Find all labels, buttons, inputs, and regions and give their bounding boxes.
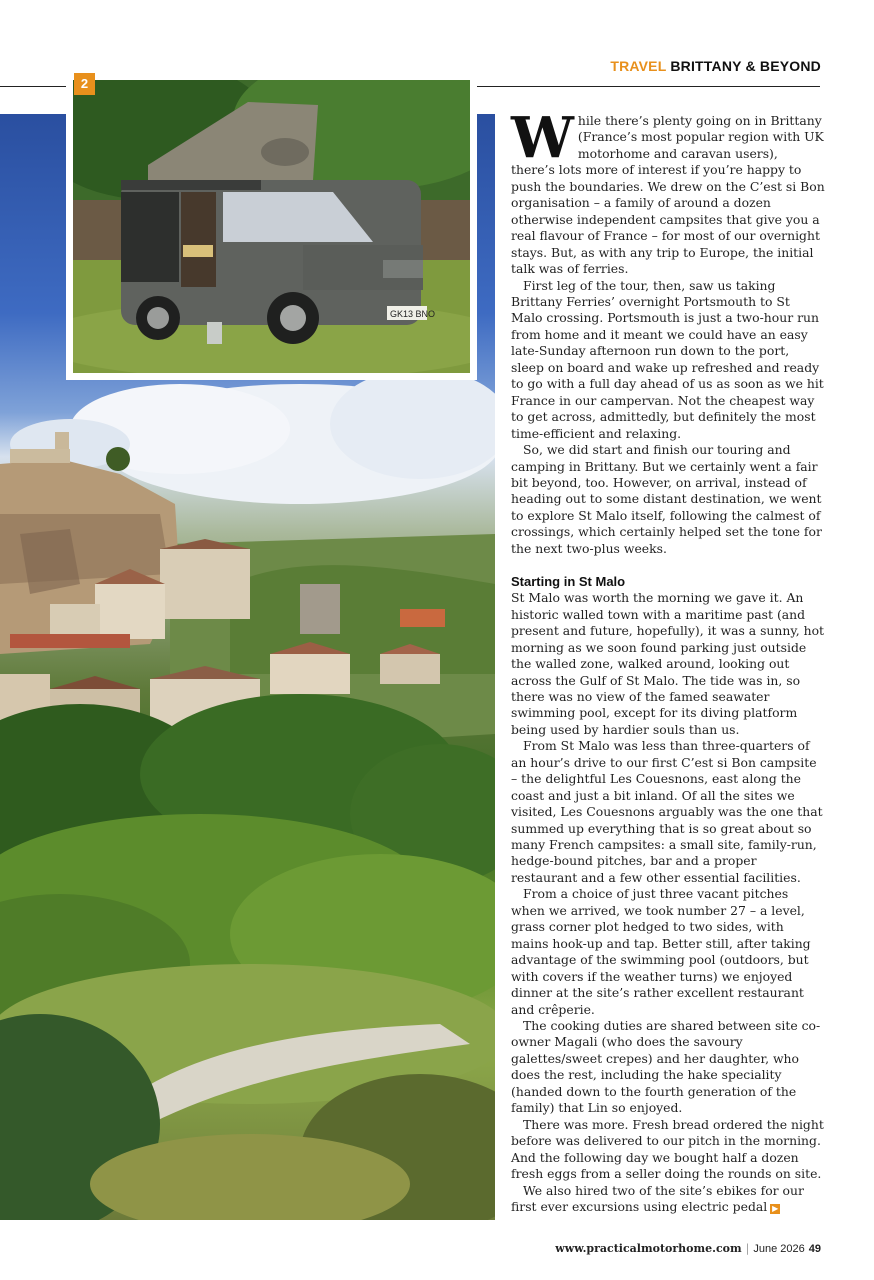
paragraph-text: We also hired two of the site’s ebikes for our first ever excursions using electric pedal	[511, 1182, 804, 1214]
campervan-illustration	[73, 80, 470, 373]
article-paragraph: From a choice of just three vacant pitches when we arrived, we took number 27 – a level, grass corner plot hedged to two sides, with mains hook-up and tap. Better still, after taking advantage of the swimming pool (outdoors, but with covers if the weather turns) we enjoyed dinner at the site’s rather excellent restaurant and crêperie.	[511, 886, 811, 1017]
article-paragraph: The cooking duties are shared between site co-owner Magali (who does the savoury galettes/sweet crepes) and her daughter, who does the rest, including the hake speciality (handed down to the fourth generation of the family) that Lin so enjoyed.	[511, 1018, 821, 1116]
header-rule-left	[0, 86, 66, 87]
footer-separator: |	[745, 1242, 750, 1255]
photo-number-badge: 2	[74, 73, 95, 95]
article-paragraph: So, we did start and finish our touring and camping in Brittany. But we certainly went a fair bit beyond, too. However, on arrival, instead of heading out to some distant destination, we went to explore St Malo itself, following the calmest of crossings, which certainly helped set the tone for the next two-plus weeks.	[511, 442, 822, 556]
footer-date: June 2026	[753, 1243, 805, 1255]
dropcap: W	[511, 105, 574, 171]
article-paragraph: There was more. Fresh bread ordered the night before was delivered to our pitch in the morning. And the following day we bought half a dozen fresh eggs from a seller doing the rounds on site.	[511, 1116, 824, 1182]
article-paragraph: First leg of the tour, then, saw us taking Brittany Ferries’ overnight Portsmouth to St Malo crossing. Portsmouth is just a two-hour run from home and it meant we could have an easy late-Sunday afternoon run down to the port, sleep on board and wake up refreshed and ready to go with a full day ahead of us as soon as we hit France in our campervan. Not the cheapest way to get across, admittedly, but definitely the most time-efficient and relaxing.	[511, 277, 824, 441]
article-paragraph: From St Malo was less than three-quarters of an hour’s drive to our first C’est si Bon campsite – the delightful Les Couesnons, east along the coast and just a bit inland. Of all the sites we visited, Les Couesnons arguably was the one that summed up everything that is so great about so many French campsites: a small site, family-run, hedge-bound pitches, bar and a proper restaurant and a few other essential facilities.	[511, 738, 823, 885]
section-label	[610, 58, 821, 74]
page-number: 49	[808, 1243, 821, 1255]
article-paragraph	[511, 105, 825, 278]
inset-photo-frame	[66, 73, 477, 380]
subheading: Starting in St Malo	[511, 574, 626, 590]
footer-url: www.practicalmotorhome.com	[555, 1242, 742, 1255]
article-paragraph: St Malo was worth the morning we gave it. An historic walled town with a maritime past (and present and future, hopefully), it was a sunny, hot morning as we soon found parking just outside the walled zone, walked around, looking out across the Gulf of St Malo. The tide was in, so there was no view of the famed seawater swimming pool, except for its diving platform being used by hardier souls than us.	[511, 590, 825, 737]
campervan-photo	[73, 80, 470, 373]
paragraph-text: hile there’s plenty going on in Brittany (France’s most popular region with UK motorhome and caravan users), there’s lots more of interest if you’re happy to push the boundaries. We drew on the C’est si Bon organisation – a family of around a dozen otherwise independent campsites that give you a real flavour of France – for most of our overnight stays. But, as with any trip to Europe, the initial talk was of ferries.	[511, 113, 825, 277]
continue-arrow-icon: ▶	[772, 1204, 779, 1213]
article-paragraph	[511, 1183, 825, 1216]
section-accent: TRAVEL	[610, 58, 667, 74]
header-rule-right	[477, 86, 820, 87]
article-body	[511, 105, 825, 1215]
section-title: BRITTANY & BEYOND	[670, 58, 821, 74]
page-footer	[555, 1242, 821, 1255]
number-plate: GK13 BNO	[390, 309, 436, 319]
